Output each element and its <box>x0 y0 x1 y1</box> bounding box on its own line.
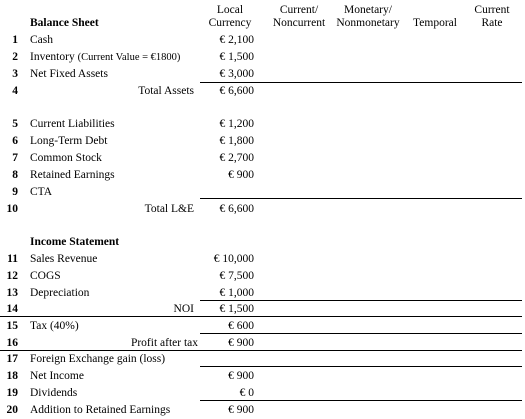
row-number: 7 <box>12 152 18 164</box>
row-number: 17 <box>6 353 18 365</box>
row-number: 20 <box>6 404 18 416</box>
row-value: € 1,000 <box>219 287 254 299</box>
col-header-monetary-line2: Nonmonetary <box>336 17 400 29</box>
total-rule <box>200 300 522 301</box>
row-value: € 1,800 <box>219 135 254 147</box>
row-value: € 10,000 <box>213 253 254 265</box>
total-rule <box>200 366 522 367</box>
section-rule <box>0 316 522 317</box>
total-rule <box>200 400 522 401</box>
row-number: 11 <box>7 253 18 265</box>
row-number: 5 <box>12 118 18 130</box>
col-header-temporal: Temporal <box>413 17 457 29</box>
col-header-current-noncurrent-line1: Current/ <box>279 4 319 16</box>
row-value: € 3,000 <box>219 68 254 80</box>
total-rule <box>200 333 522 334</box>
noi-value: € 1,500 <box>219 303 254 315</box>
row-label: COGS <box>30 270 61 282</box>
row-label: Sales Revenue <box>30 253 98 265</box>
row-label: Tax (40%) <box>30 320 79 332</box>
row-number: 19 <box>6 387 18 399</box>
row-label: Long-Term Debt <box>30 135 108 147</box>
balance-sheet-heading: Balance Sheet <box>30 17 99 29</box>
row-label: Inventory (Current Value = €1800) <box>30 51 181 63</box>
row-value: € 0 <box>239 387 254 399</box>
row-number: 10 <box>6 203 18 215</box>
section-rule <box>0 350 522 351</box>
row-number: 13 <box>6 287 18 299</box>
col-header-current-noncurrent-line2: Noncurrent <box>272 17 326 29</box>
row-number: 15 <box>6 320 18 332</box>
profit-after-tax-value: € 900 <box>228 337 254 349</box>
row-number: 9 <box>12 186 18 198</box>
row-label-note: (Current Value = €1800) <box>77 52 181 63</box>
row-number: 8 <box>12 169 18 181</box>
row-label: Addition to Retained Earnings <box>30 404 171 416</box>
row-label: Retained Earnings <box>30 169 115 181</box>
col-header-monetary-line1: Monetary/ <box>344 4 392 16</box>
row-number: 6 <box>12 135 18 147</box>
row-value: € 7,500 <box>219 270 254 282</box>
income-statement-heading: Income Statement <box>30 236 120 248</box>
row-value: € 1,500 <box>219 51 254 63</box>
row-value: € 2,700 <box>219 152 254 164</box>
row-label: Net Fixed Assets <box>30 68 108 80</box>
col-header-local-line1: Local <box>216 4 244 16</box>
row-number: 1 <box>12 34 18 46</box>
col-header-current-rate-line2: Rate <box>481 17 503 29</box>
row-number: 18 <box>6 370 18 382</box>
noi-label: NOI <box>173 303 194 315</box>
row-value: € 600 <box>228 320 254 332</box>
row-number: 2 <box>12 51 18 63</box>
total-assets-label: Total Assets <box>138 85 194 97</box>
row-label: Depreciation <box>30 287 90 299</box>
row-number: 16 <box>6 337 18 349</box>
col-header-local-line2: Currency <box>208 17 252 29</box>
row-value: € 1,200 <box>219 118 254 130</box>
row-label: Common Stock <box>30 152 102 164</box>
row-number: 14 <box>6 303 18 315</box>
col-header-current-rate-line1: Current <box>474 4 510 16</box>
total-rule <box>200 198 522 199</box>
row-value: € 900 <box>228 169 254 181</box>
total-le-value: € 6,600 <box>219 203 254 215</box>
row-number: 4 <box>12 85 18 97</box>
row-label: Cash <box>30 34 53 46</box>
row-number: 3 <box>12 68 18 80</box>
row-value: € 900 <box>228 404 254 416</box>
total-le-label: Total L&E <box>144 203 194 215</box>
row-label: Foreign Exchange gain (loss) <box>30 353 166 365</box>
total-assets-value: € 6,600 <box>219 85 254 97</box>
row-label: Current Liabilities <box>30 118 115 130</box>
profit-after-tax-label: Profit after tax <box>130 337 198 349</box>
row-number: 12 <box>6 270 18 282</box>
row-label: CTA <box>30 186 53 198</box>
total-rule <box>200 82 522 83</box>
row-label: Net Income <box>30 370 84 382</box>
row-value: € 900 <box>228 370 254 382</box>
row-label: Dividends <box>30 387 78 399</box>
row-value: € 2,100 <box>219 34 254 46</box>
